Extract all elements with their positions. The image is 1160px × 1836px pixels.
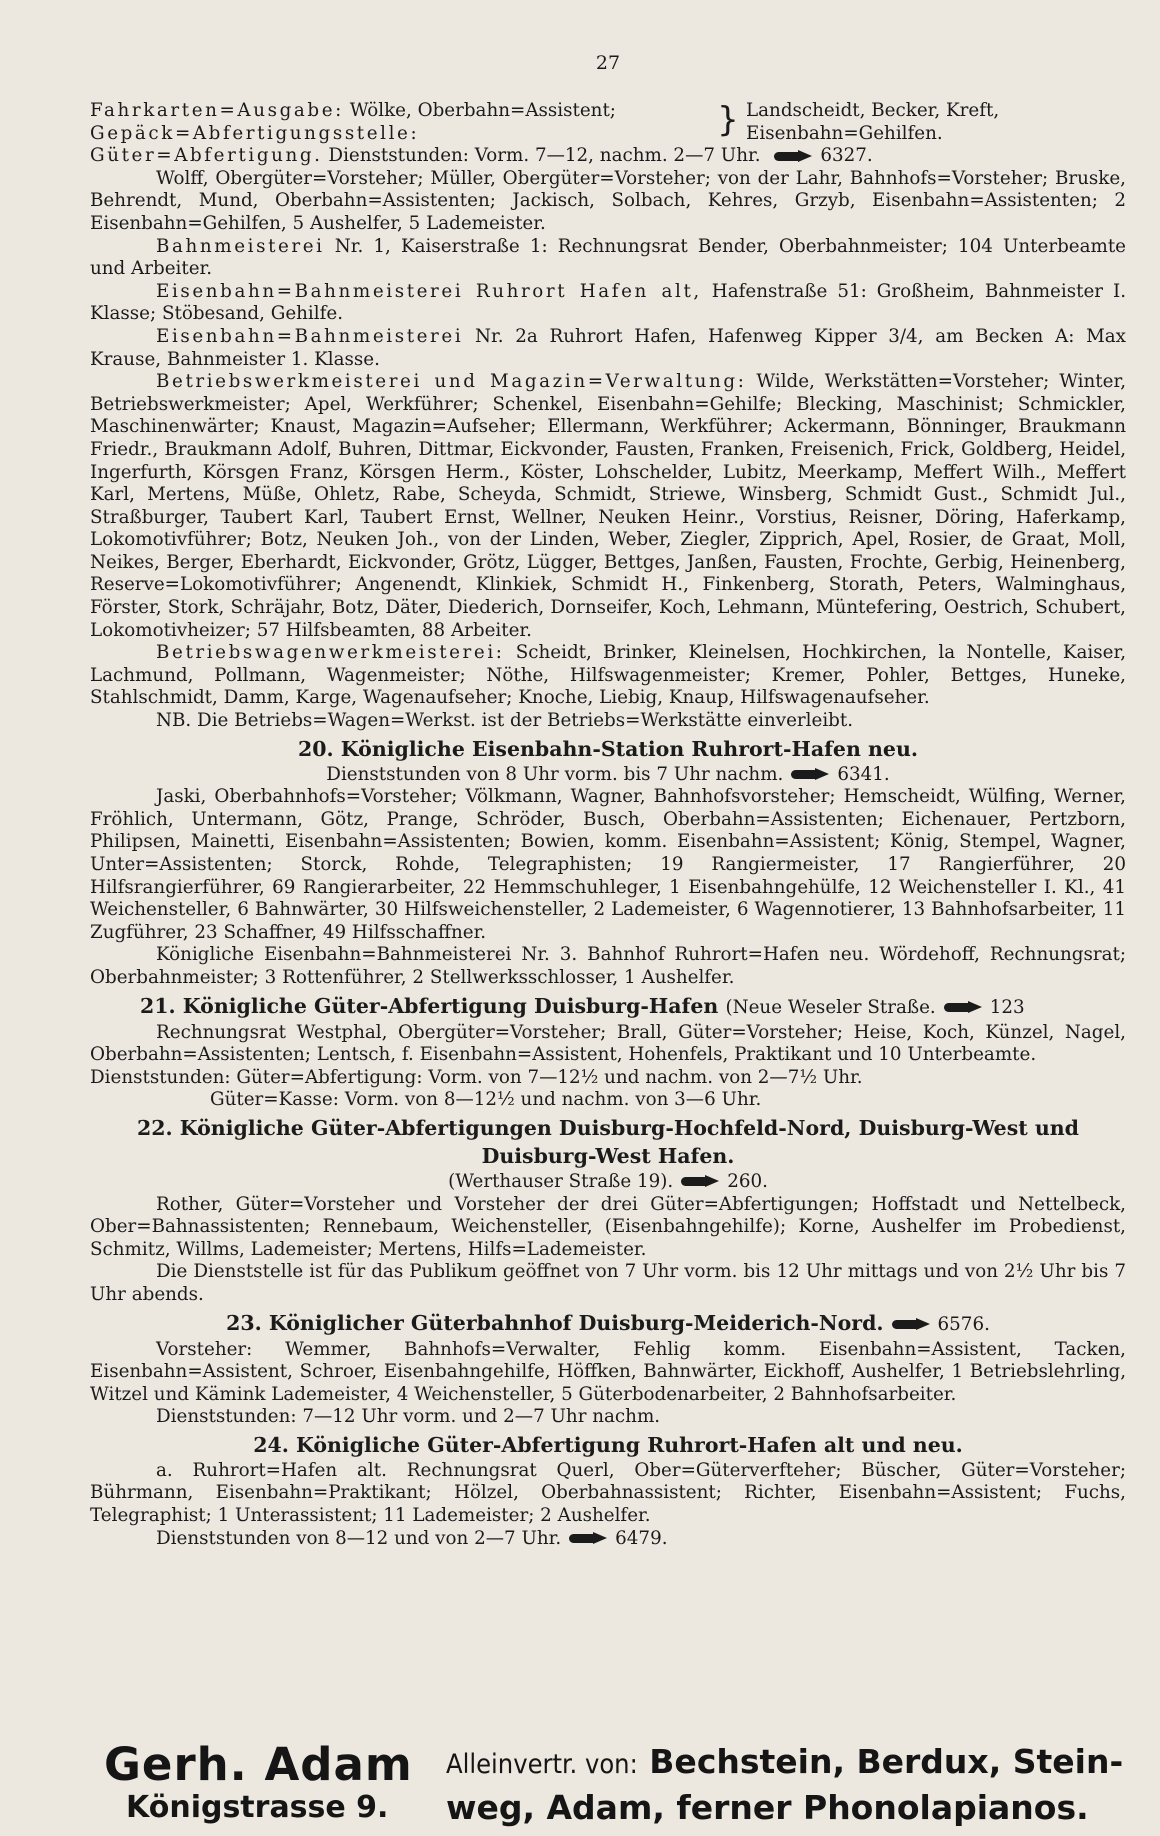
ad-line-1: Alleinvertr. von: Bechstein, Berdux, Stein- xyxy=(446,1742,1124,1781)
header-right-1: Landscheidt, Becker, Kreft, xyxy=(746,100,1000,121)
section-23-title: 23. Königlicher Güterbahnhof Duisburg-Meiderich-Nord. 6576. xyxy=(226,1310,990,1335)
ad-line-2: weg, Adam, ferner Phonolapianos. xyxy=(446,1788,1089,1827)
advertisement xyxy=(98,1738,1128,1828)
para-bahnmeisterei-1: Bahnmeisterei Nr. 1, Kaiserstraße 1: Rechnungsrat Bender, Oberbahnmeister; 104 Unterbeamte und Arbeiter. xyxy=(90,235,1126,280)
ad-company-name: Gerh. Adam xyxy=(104,1738,413,1791)
section-20-hours: Dienststunden von 8 Uhr vorm. bis 7 Uhr nachm. 6341. xyxy=(326,763,890,785)
telephone-hand-icon xyxy=(774,150,814,163)
telephone-hand-icon xyxy=(944,1001,984,1014)
section-20-text: Jaski, Oberbahnhofs=Vorsteher; Völkmann, Wagner, Bahnhofsvorsteher; Hemscheidt, Wülfing, Werner, Fröhlich, Untermann, Götz, Prange, Schröder, Busch, Oberbahn=Assistenten; Eichenauer, Pertzborn, Philipsen, Mainetti, Eisenbahn=Assistenten; Bowien, komm. Eisenbahn=Assistent; König, Stempel, Wagner, Unter=Assistenten; Storck, Rohde, Telegraphisten; 19 Rangiermeister, 17 Rangierführer, 20 Hilfsrangierführer, 69 Rangierarbeiter, 22 Hemmschuhleger, 1 Eisenbahngehülfe, 12 Weichensteller I. Kl., 41 Weichensteller, 6 Bahnwärter, 30 Hilfsweichensteller, 2 Lademeister, 6 Wagennotierer, 13 Bahnhofsarbeiter, 11 Zugführer, 23 Schaffner, 49 Hilfsschaffner. xyxy=(90,786,1126,943)
header-block xyxy=(90,100,1126,145)
section-21-text: Rechnungsrat Westphal, Obergüter=Vorsteher; Brall, Güter=Vorsteher; Heise, Koch, Künzel, Nagel, Oberbahn=Assistenten; Lentsch, f. Eisenbahn=Assistent, Hohenfels, Praktikant und 10 Unterbeamte. xyxy=(90,1021,1126,1066)
section-20-bahnmeisterei: Königliche Eisenbahn=Bahnmeisterei Nr. 3. Bahnhof Ruhrort=Hafen neu. Wördehoff, Rechnungsrat; Oberbahnmeister; 3 Rottenführer, 2 Stellwerksschlosser, 1 Aushelfer. xyxy=(90,944,1126,988)
section-22-text: Rother, Güter=Vorsteher und Vorsteher der drei Güter=Abfertigungen; Hoffstadt und Nettelbeck, Ober=Bahnassistenten; Rennebaum, Weichensteller, (Eisenbahngehilfe); Korne, Aushelfer im Probedienst, Schmitz, Willms, Lademeister; Mertens, Hilfs=Lademeister. xyxy=(90,1193,1126,1260)
telephone-hand-icon xyxy=(681,1175,721,1188)
section-24-hours: Dienststunden von 8—12 und von 2—7 Uhr. 6479. xyxy=(156,1527,668,1549)
nb-note: NB. Die Betriebs=Wagen=Werkst. ist der Betriebs=Werkstätte einverleibt. xyxy=(156,710,854,732)
section-23-text: Vorsteher: Wemmer, Bahnhofs=Verwalter, Fehlig komm. Eisenbahn=Assistent, Tacken, Eisenbahn=Assistent, Schroer, Eisenbahngehilfe, Höffken, Bahnwärter, Eickhoff, Aushelfer, 1 Betriebslehrling, Witzel und Kämink Lademeister, 4 Weichensteller, 5 Güterbodenarbeiter, 2 Bahnhofsarbeiter. xyxy=(90,1338,1126,1405)
section-21-title: 21. Königliche Güter-Abfertigung Duisburg-Hafen (Neue Weseler Straße. 123 xyxy=(140,993,1025,1018)
telephone-hand-icon xyxy=(892,1318,932,1331)
gueter-phone: 6327. xyxy=(820,145,873,167)
para-wolff: Wolff, Obergüter=Vorsteher; Müller, Obergüter=Vorsteher; von der Lahr, Bahnhofs=Vorsteher; Bruske, Behrendt, Mund, Oberbahn=Assistenten; Jackisch, Solbach, Kehres, Grzyb, Eisenbahn=Assistenten; 2 Eisenbahn=Gehilfen, 5 Aushelfer, 5 Lademeister. xyxy=(90,167,1126,234)
para-ebm-2a: Eisenbahn=Bahnmeisterei Nr. 2a Ruhrort Hafen, Hafenweg Kipper 3/4, am Becken A: Max Krause, Bahnmeister 1. Klasse. xyxy=(90,325,1126,370)
ad-street: Königstrasse 9. xyxy=(126,1790,389,1825)
section-22-title-1: 22. Königliche Güter-Abfertigungen Duisburg-Hochfeld-Nord, Duisburg-West und xyxy=(136,1115,1080,1140)
gueter-text: Dienststunden: Vorm. 7—12, nachm. 2—7 Uhr. xyxy=(328,145,761,167)
section-21-kasse: Güter=Kasse: Vorm. von 8—12½ und nachm. von 3—6 Uhr. xyxy=(210,1089,762,1111)
section-22-address: (Werthauser Straße 19). 260. xyxy=(448,1170,768,1192)
gepaeck-label: Gepäck=Abfertigungsstelle: xyxy=(90,122,420,144)
para-ebm-ruhrort-alt: Eisenbahn=Bahnmeisterei Ruhrort Hafen alt, Hafenstraße 51: Großheim, Bahnmeister I. Klasse; Stöbesand, Gehilfe. xyxy=(90,280,1126,325)
telephone-hand-icon xyxy=(791,768,831,781)
section-22-note: Die Dienststelle ist für das Publikum geöffnet von 7 Uhr vorm. bis 12 Uhr mittags und von 2½ Uhr bis 7 Uhr abends. xyxy=(90,1261,1126,1305)
section-24-text: a. Ruhrort=Hafen alt. Rechnungsrat Querl, Ober=Güterverfteher; Büscher, Güter=Vorsteher; Bührmann, Eisenbahn=Praktikant; Hölzel, Oberbahnassistent; Richter, Eisenbahn=Assistent; Fuchs, Telegraphist; 1 Unterassistent; 11 Lademeister; 2 Aushelfer. xyxy=(90,1459,1126,1527)
header-right-2: Eisenbahn=Gehilfen. xyxy=(746,122,943,144)
para-betriebswerkmeisterei: Betriebswerkmeisterei und Magazin=Verwaltung: Wilde, Werkstätten=Vorsteher; Winter, Betriebswerkmeister; Apel, Werkführer; Schenkel, Eisenbahn=Gehilfe; Blecking, Maschinist; Schmickler, Maschinenwärter; Knaust, Magazin=Aufseher; Ellermann, Werkführer; Ackermann, Bönninger, Braukmann Friedr., Braukmann Adolf, Buhren, Dittmar, Eickvonder, Fausten, Franken, Freisenich, Frick, Goldberg, Heidel, Ingerfurth, Körsgen Franz, Körsgen Herm., Köster, Lohschelder, Lubitz, Meerkamp, Meffert Wilh., Meffert Karl, Mertens, Müße, Ohletz, Rabe, Scheyda, Schmidt, Striewe, Winsberg, Schmidt Gust., Schmidt Jul., Straßburger, Taubert Karl, Taubert Ernst, Wellner, Neuken Heinr., Vorstius, Reisner, Döring, Haferkamp, Lokomotivführer; Botz, Neuken Joh., von der Linden, Weber, Ziegler, Zipprich, Apel, Rosier, de Graat, Moll, Neikes, Berger, Eberhardt, Eickvonder, Grötz, Lügger, Bettges, Janßen, Fausten, Frochte, Gerbig, Heinenberg, Reserve=Lokomotivführer; Angenendt, Klinkiek, Schmidt H., Finkenberg, Storath, Peters, Walminghaus, Förster, Stork, Schräjahr, Botz, Däter, Diederich, Dornseifer, Koch, Lehmann, Müntefering, Oestrich, Schubert, Lokomotivheizer; 57 Hilfsbeamten, 88 Arbeiter. xyxy=(90,371,1127,641)
section-22-title-2: Duisburg-West Hafen. xyxy=(481,1143,735,1168)
section-20-title: 20. Königliche Eisenbahn-Station Ruhrort-Hafen neu. xyxy=(297,736,918,761)
fahrkarten-text: Wölke, Oberbahn=Assistent; xyxy=(349,100,616,121)
brace: } xyxy=(717,100,739,140)
fahrkarten-label: Fahrkarten=Ausgabe: xyxy=(90,100,344,121)
section-23-hours: Dienststunden: 7—12 Uhr vorm. und 2—7 Uhr nachm. xyxy=(156,1406,661,1428)
section-21-hours: Dienststunden: Güter=Abfertigung: Vorm. von 7—12½ und nachm. von 2—7½ Uhr. xyxy=(90,1066,863,1088)
gueter-line xyxy=(90,145,1126,168)
para-betriebswagenwerkmeisterei: Betriebswagenwerkmeisterei: Scheidt, Brinker, Kleinelsen, Hochkirchen, la Nontelle, Kaiser, Lachmund, Pollmann, Wagenmeister; Nöthe, Hilfswagenmeister; Kremer, Pohler, Bettges, Huneke, Stahlschmidt, Damm, Karge, Wagenaufseher; Knoche, Liebig, Knaup, Hilfswagenaufseher. xyxy=(90,642,1127,709)
gueter-label: Güter=Abfertigung. xyxy=(90,145,323,167)
telephone-hand-icon xyxy=(569,1532,609,1545)
page-number: 27 xyxy=(595,52,621,74)
section-24-title: 24. Königliche Güter-Abfertigung Ruhrort-Hafen alt und neu. xyxy=(253,1432,963,1457)
